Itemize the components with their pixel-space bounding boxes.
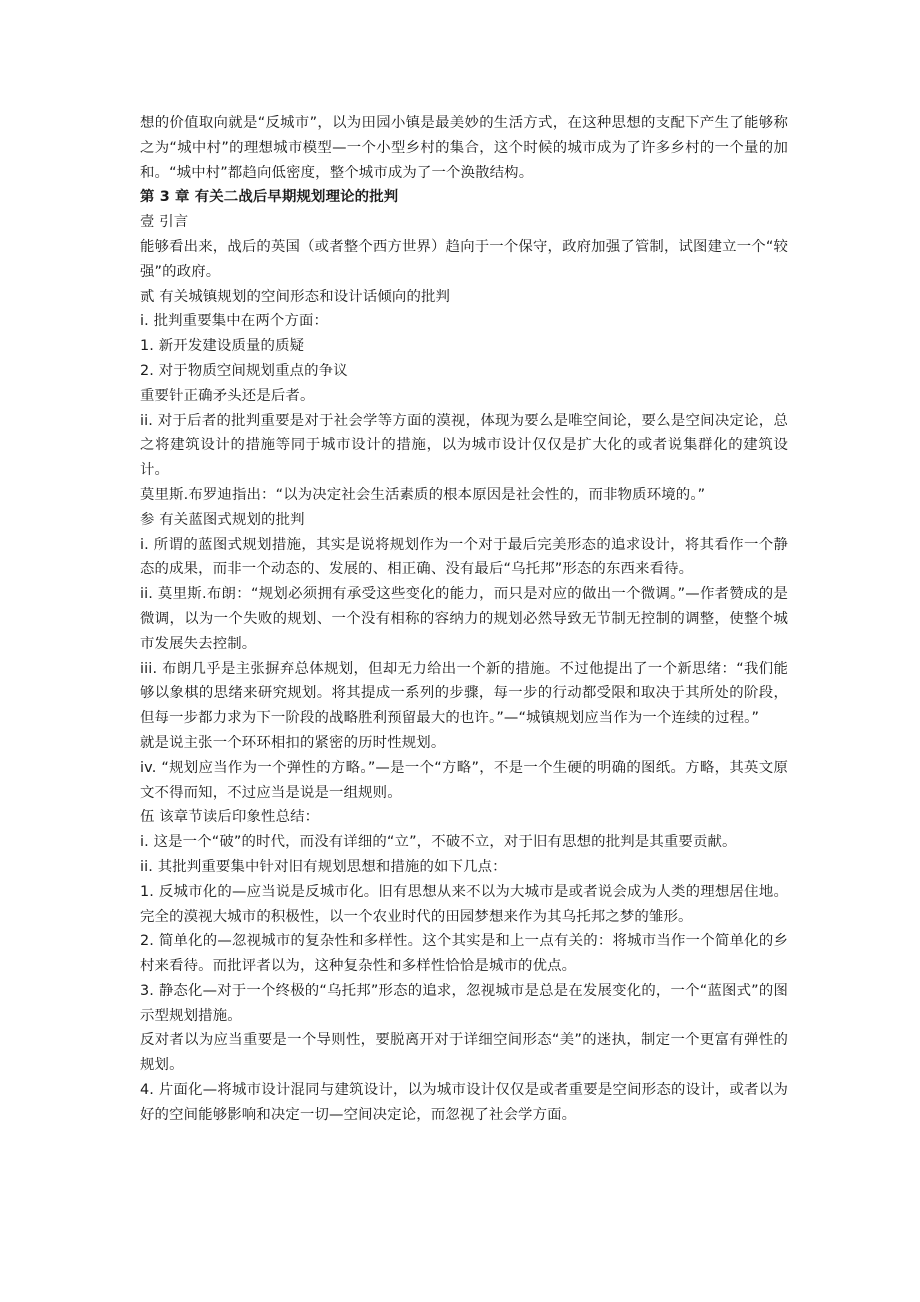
list-item: iv. “规划应当作为一个弹性的方略。”—是一个“方略”，不是一个生硬的明确的图纸。方略，其英文原文不得而知，不过应当是说是一组规则。: [140, 759, 788, 801]
list-item: 3. 静态化—对于一个终极的“乌托邦”形态的追求，忽视城市是总是在发展变化的，一个“蓝图式”的图示型规划措施。: [140, 982, 788, 1024]
list-item: i. 这是一个“破”的时代，而没有详细的“立”，不破不立，对于旧有思想的批判是其重要贡献。: [140, 834, 737, 851]
list-item: 2. 简单化的—忽视城市的复杂性和多样性。这个其实是和上一点有关的：将城市当作一个简单化的乡村来看待。而批评者以为，这种复杂性和多样性恰恰是城市的优点。: [140, 933, 788, 975]
list-item: ii. 对于后者的批判重要是对于社会学等方面的漠视，体现为要么是唯空间论，要么是空间决定论，总之将建筑设计的措施等同于城市设计的措施，以为城市设计仅仅是扩大化的或者说集群化的建筑设计。: [140, 412, 788, 479]
list-item: iii. 布朗几乎是主张摒弃总体规划，但却无力给出一个新的措施。不过他提出了一个新思绪：“我们能够以象棋的思绪来研究规划。将其提成一系列的步骤，每一步的行动都受限和取决于其所处的阶段，但每一步都力求为下一阶段的战略胜利预留最大的也许。”—“城镇规划应当作为一个连续的过程。”: [140, 660, 788, 727]
section-heading-2: 贰 有关城镇规划的空间形态和设计话倾向的批判: [140, 288, 451, 305]
paragraph: 反对者以为应当重要是一个导则性，要脱离开对于详细空间形态“美”的迷执，制定一个更富有弹性的规划。: [140, 1032, 788, 1074]
list-item: i. 所谓的蓝图式规划措施，其实是说将规划作为一个对于最后完美形态的追求设计，将其看作一个静态的成果，而非一个动态的、发展的、相正确、没有最后“乌托邦”形态的东西来看待。: [140, 536, 788, 578]
section-heading-3: 参 有关蓝图式规划的批判: [140, 511, 305, 528]
paragraph: 能够看出来，战后的英国（或者整个西方世界）趋向于一个保守，政府加强了管制，试图建立一个“较强”的政府。: [140, 238, 788, 280]
paragraph: 重要针正确矛头还是后者。: [140, 387, 315, 404]
section-heading-1: 壹 引言: [140, 214, 189, 231]
list-item: 1. 新开发建设质量的质疑: [140, 338, 305, 355]
section-heading-5: 伍 该章节读后印象性总结：: [140, 809, 320, 826]
document-page: [140, 111, 788, 1128]
quote-paragraph: 莫里斯.布罗迪指出：“以为决定社会生活素质的根本原因是社会性的，而非物质环境的。”: [140, 486, 706, 503]
list-item: ii. 莫里斯.布朗：“规划必须拥有承受这些变化的能力，而只是对应的做出一个微调。”—作者赞成的是微调，以为一个失败的规划、一个没有相称的容纳力的规划必然导致无节制无控制的调整，使整个城市发展失去控制。: [140, 586, 788, 652]
paragraph: 就是说主张一个环环相扣的紧密的历时性规划。: [140, 734, 446, 751]
list-item: ii. 其批判重要集中针对旧有规划思想和措施的如下几点：: [140, 858, 507, 875]
chapter-heading: 第 3 章 有关二战后早期规划理论的批判: [140, 189, 399, 206]
intro-paragraph: 想的价值取向就是“反城市”，以为田园小镇是最美妙的生活方式，在这种思想的支配下产生了能够称之为“城中村”的理想城市模型—一个小型乡村的集合，这个时候的城市成为了许多乡村的一个量的加和。“城中村”都趋向低密度，整个城市成为了一个涣散结构。: [140, 115, 788, 181]
list-item: 1. 反城市化的—应当说是反城市化。旧有思想从来不以为大城市是或者说会成为人类的理想居住地。完全的漠视大城市的积极性，以一个农业时代的田园梦想来作为其乌托邦之梦的雏形。: [140, 883, 788, 925]
list-item: 2. 对于物质空间规划重点的争议: [140, 362, 348, 379]
list-item: 4. 片面化—将城市设计混同与建筑设计，以为城市设计仅仅是或者重要是空间形态的设计，或者以为好的空间能够影响和决定一切—空间决定论，而忽视了社会学方面。: [140, 1082, 788, 1123]
list-item: i. 批判重要集中在两个方面：: [140, 313, 329, 330]
